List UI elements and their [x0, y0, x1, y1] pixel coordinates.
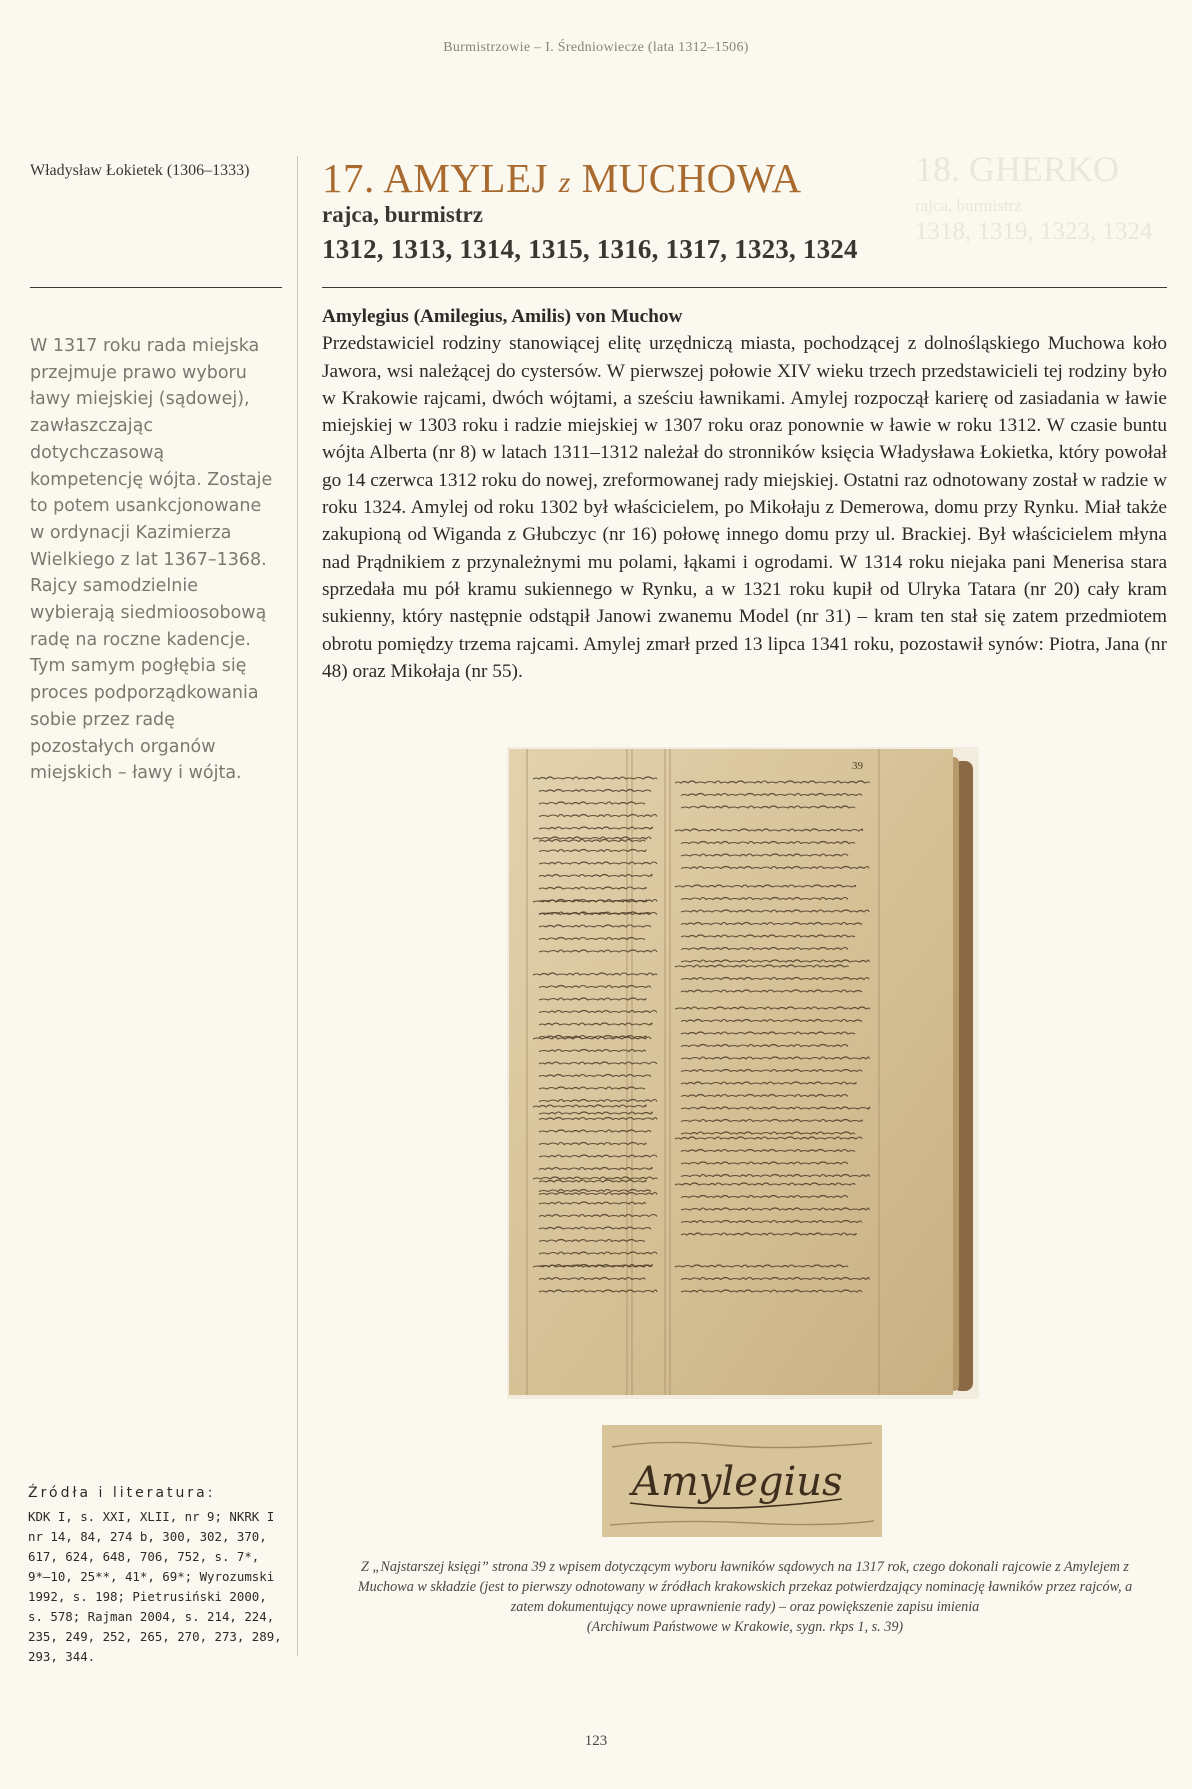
signature-enlargement — [602, 1425, 882, 1537]
side-note-text: W 1317 roku rada miejska przejmuje prawo wyboru ławy miejskiej (sądowej), zawłaszczając dotychczasową kompetencję wójta. Zostaje to potem usankcjonowane w ordynacji Kazimierza Wielkiego z lat 1367–1368. Rajcy samodzielnie wybierają siedmioosobową radę na roczne kadencje. Tym samym pogłębia się proces podporządkowania sobie przez radę pozostałych organów miejskich – ławy i wójta. — [30, 336, 273, 784]
entry-connector: z — [558, 166, 571, 199]
ghost-roles: rajca, burmistrz — [915, 196, 1022, 215]
right-rule — [322, 287, 1167, 288]
entry-surname: MUCHOWA — [581, 155, 802, 201]
sources-text: KDK I, s. XXI, XLII, nr 9; NKRK I nr 14, 84, 274 b, 300, 302, 370, 617, 624, 648, 706, 752, s. 7*, 9*–10, 25**, 41*, 69*; Wyrozumski 1992, s. 198; Pietrusiński 2000, s. 578; Rajman 2004, s. 214, 224, 235, 249, 252, 265, 270, 273, 289, 293, 344. — [28, 1509, 282, 1664]
entry-title — [322, 154, 802, 202]
signature-script: Amylegius — [632, 1459, 843, 1505]
manuscript-image — [507, 747, 979, 1399]
entry-roles: rajca, burmistrz — [322, 202, 483, 227]
ghost-title: 18. GHERKO — [915, 149, 1119, 189]
reign-label: Władysław Łokietek (1306–1333) — [30, 162, 250, 179]
entry-years: 1312, 1313, 1314, 1315, 1316, 1317, 1323, 1324 — [322, 234, 858, 264]
caption-main: Z „Najstarszej księgi” strona 39 z wpisem dotyczącym wyboru ławników sądowych na 1317 rok, czego dokonali rajcowie z Amylejem z Muchowa w składzie (jest to pierwszy odnotowany w źródłach krakowskich przekaz potwierdzający nominację ławników przez rajców, a zatem dokumentujący nowe uprawnienie rady) – oraz powiększenie zapisu imienia — [357, 1559, 1133, 1615]
article-body: Przedstawiciel rodziny stanowiącej elitę urzędniczą miasta, pochodzącej z dolnośląskiego Muchowa koło Jawora, wsi należącej do cystersów. W pierwszej połowie XIV wieku trzech przedstawicieli tej rodziny było w Krakowie rajcami, dwóch wójtami, a sześciu ławnikami. Amylej rozpoczął karierę od zasiadania w ławie miejskiej w 1303 roku i radzie miejskiej w 1307 roku oraz ponownie w ławie w roku 1312. W czasie buntu wójta Alberta (nr 8) w latach 1311–1312 należał do stronników księcia Władysława Łokietka, który powołał go 14 czerwca 1312 roku do nowej, zreformowanej rady miejskiej. Ostatni raz odnotowany został w radzie w roku 1324. Amylej od roku 1302 był właścicielem, po Mikołaju z Demerowa, domu przy Rynku. Miał także zakupioną od Wiganda z Głubczyc (nr 16) połowę innego domu przy ul. Brackiej. Był właścicielem młyna nad Prądnikiem z przynależnymi mu polami, łąkami i ogrodami. W 1314 roku niejaka pani Menerisa stara sprzedała mu pół kramu sukiennego w Rynku, a w 1321 roku kupił od Ulryka Tatara (nr 20) cały kram sukienny, który następnie odstąpił Janowi zwanemu Model (nr 31) – kram ten stał się zatem przedmiotem obrotu pomiędzy trzema rajcami. Amylej zmarł przed 13 lipca 1341 roku, pozostawił synów: Piotra, Jana (nr 48) oraz Mikołaja (nr 55). — [322, 333, 1167, 682]
side-note — [30, 333, 275, 787]
ghost-next-entry — [915, 148, 1153, 246]
page-number: 123 — [584, 1733, 608, 1749]
entry-number-name: 17. AMYLEJ — [322, 155, 548, 201]
article — [322, 303, 1167, 685]
folio-number: 39 — [852, 760, 863, 772]
figure-caption — [350, 1557, 1140, 1637]
signature-illustration — [602, 1425, 882, 1537]
caption-archive: (Archiwum Państwowe w Krakowie, sygn. rkps 1, s. 39) — [586, 1619, 904, 1635]
running-head: Burmistrzowie – I. Średniowiecze (lata 1312–1506) — [443, 40, 749, 55]
sources-divider — [297, 1300, 298, 1640]
manuscript-page-illustration — [507, 747, 979, 1399]
left-rule — [30, 287, 282, 288]
article-heading: Amylegius (Amilegius, Amilis) von Muchow — [322, 306, 683, 327]
sources-title: Źródła i literatura: — [28, 1485, 216, 1501]
ghost-years: 1318, 1319, 1323, 1324 — [915, 218, 1153, 245]
